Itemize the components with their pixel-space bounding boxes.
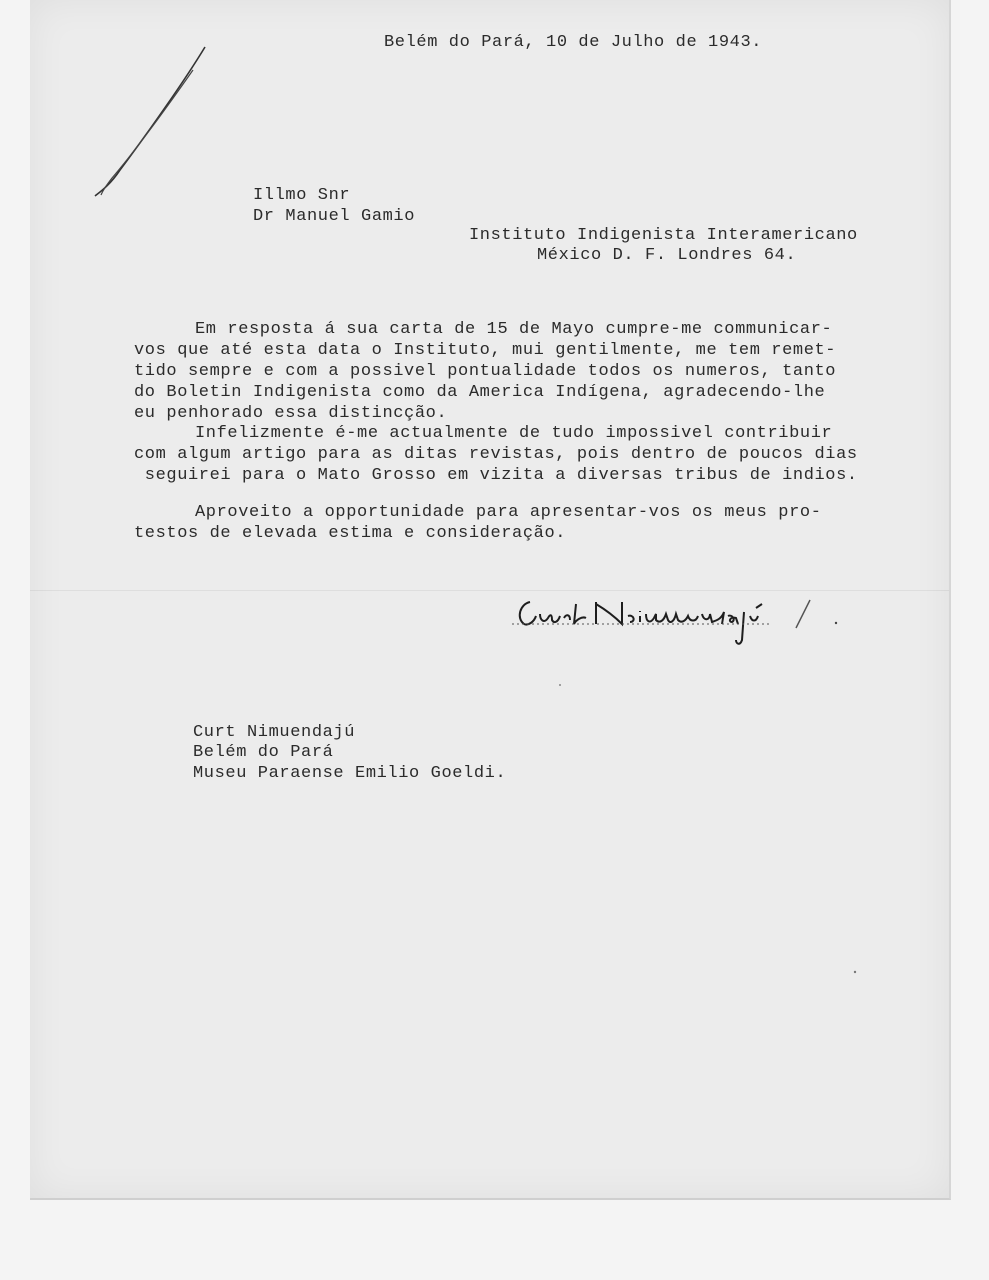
pen-stroke-1 [95,47,205,196]
salutation-line-2: Dr Manuel Gamio [253,207,416,226]
body-p2-line-2: com algum artigo para as ditas revistas, pois dentro de poucos dias [134,445,858,464]
body-p1-line-3: tido sempre e com a possivel pontualidade todos os numeros, tanto [134,362,837,381]
body-p3-line-2: testos de elevada estima e consideração. [134,524,567,543]
sender-line-1: Curt Nimuendajú [193,723,356,742]
recipient-line-1: Instituto Indigenista Interamericano [469,226,858,245]
speck [854,971,856,973]
body-p3-line-1: Aproveito a opportunidade para apresentar-vos os meus pro- [195,503,822,522]
handwritten-signature [500,590,860,660]
speck [559,684,561,686]
sender-line-3: Museu Paraense Emilio Goeldi. [193,764,507,783]
body-p2-line-3: seguirei para o Mato Grosso em vizita a diversas tribus de indios. [134,466,858,485]
body-p1-line-1: Em resposta á sua carta de 15 de Mayo cumpre-me communicar- [195,320,833,339]
body-p1-line-5: eu penhorado essa distincção. [134,404,448,423]
body-p1-line-2: vos que até esta data o Instituto, mui gentilmente, me tem remet- [134,341,837,360]
date-line: Belém do Pará, 10 de Julho de 1943. [384,33,763,52]
recipient-line-2: México D. F. Londres 64. [537,246,797,265]
salutation-line-1: Illmo Snr [253,186,351,205]
sender-line-2: Belém do Pará [193,743,334,762]
body-p2-line-1: Infelizmente é-me actualmente de tudo impossivel contribuir [195,424,833,443]
body-p1-line-4: do Boletin Indigenista como da America Indígena, agradecendo-lhe [134,383,826,402]
